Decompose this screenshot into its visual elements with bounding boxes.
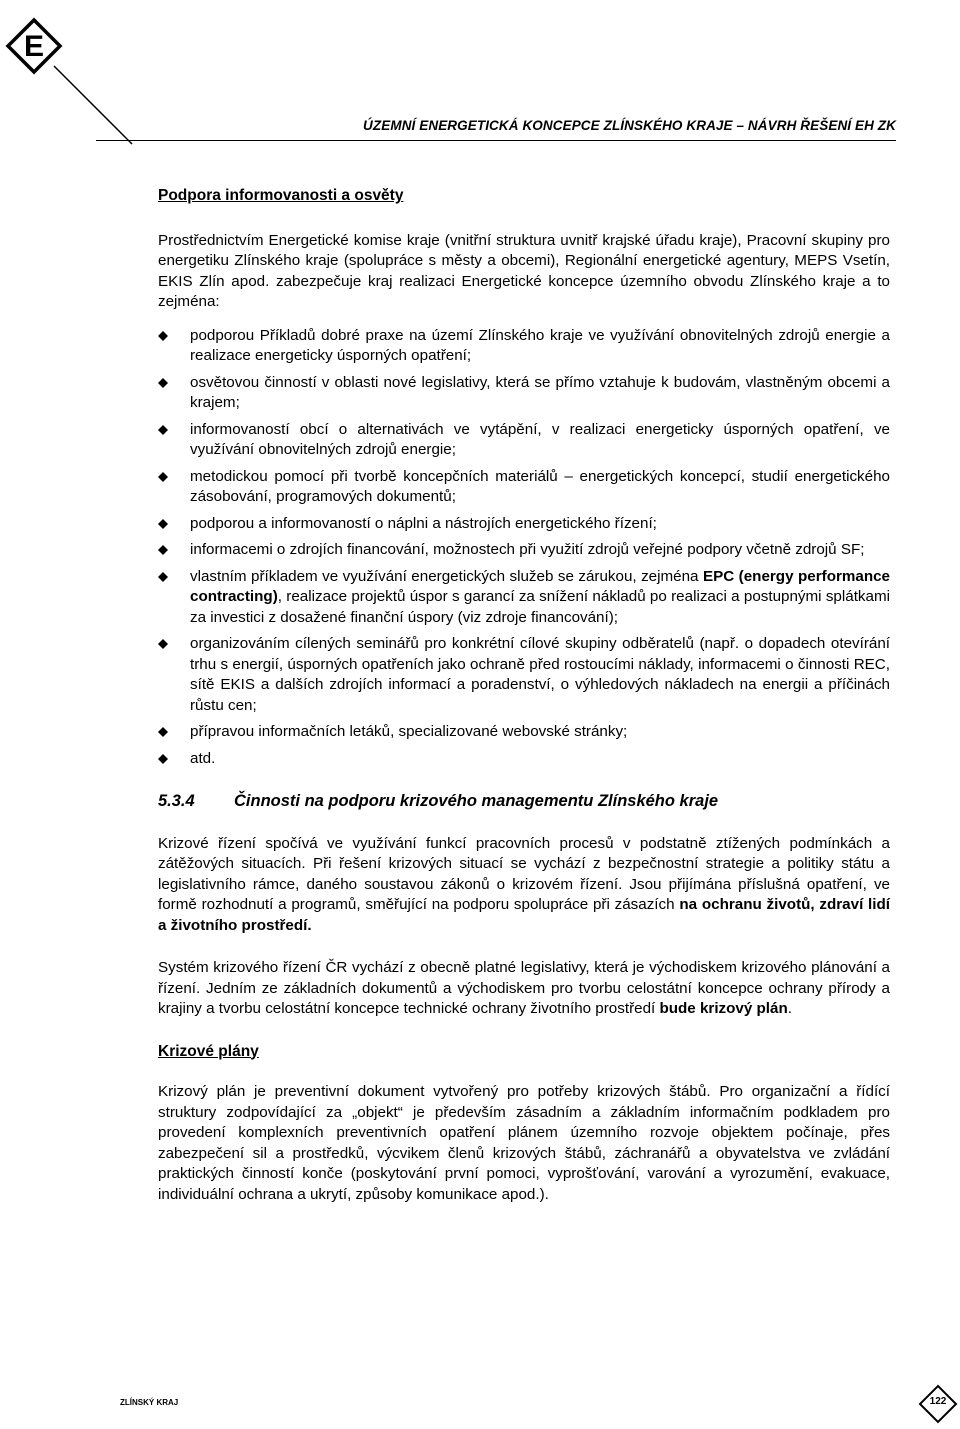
header-divider — [96, 140, 896, 141]
list-item: atd. — [158, 749, 890, 770]
footer-region: ZLÍNSKÝ KRAJ — [120, 1398, 179, 1407]
document-body — [158, 186, 890, 1205]
list-item: metodickou pomocí při tvorbě koncepčních materiálů – energetických koncepcí, studií energetického zásobování, programových dokumentů; — [158, 467, 890, 508]
krizove-plany-paragraph: Krizový plán je preventivní dokument vytvořený pro potřeby krizových štábů. Pro organizační a řídící struktury zodpovídající za „objekt“ je především zásadním a základním informačním podkladem pro provedení komplexních preventivních opatření plánem územního rozvoje objektem počínaje, přes zabezpečení sil a prostředků, výcvikem členů krizových štábů, záchranářů a obyvatelstva ve zvládání praktických činností konče (poskytování první pomoci, vyprošťování, varování a vyrozumění, evakuace, individuální ochrana a ukrytí, způsoby komunikace apod.). — [158, 1083, 890, 1203]
section-title-text: Činnosti na podporu krizového managementu Zlínského kraje — [234, 792, 719, 810]
podpora-intro: Prostřednictvím Energetické komise kraje (vnitřní struktura uvnitř krajské úřadu kraje), Pracovní skupiny pro energetiku Zlínského kraje (spolupráce s městy a obcemi), Regionální energetické agentury, MEPS Vsetín, EKIS Zlín apod. zabezpečuje kraj realizaci Energetické koncepce územního obvodu Zlínského kraje a to zejména: — [158, 231, 890, 310]
list-item: organizováním cílených seminářů pro konkrétní cílové skupiny odběratelů (např. o dopadech otevírání trhu s energií, úsporných opatřeních jako ochraně před rostoucími náklady, informacemi o činnosti REC, sítě EKIS a dalších zdrojích informací a poradenství, o výhledových nákladech na energii a příčinách růstu cen; — [158, 634, 890, 716]
section-number: 5.3.4 — [158, 792, 195, 810]
podpora-list — [158, 326, 890, 770]
diamond-e-logo-icon — [4, 8, 144, 148]
svg-text:E: E — [23, 30, 45, 63]
system-krizoveho-rizeni-paragraph: Systém krizového řízení ČR vychází z obecně platné legislativy, která je východiskem krizového plánování a řízení. Jedním ze základních dokumentů a východiskem pro tvorbu celostátní koncepce ochrany přírody a krajiny a tvorbu celostátní koncepce technické ochrany životního prostředí bude krizový plán. — [158, 959, 890, 1017]
list-item: osvětovou činností v oblasti nové legislativy, která se přímo vztahuje k budovám, vlastněným obcemi a krajem; — [158, 373, 890, 414]
page-number: 122 — [929, 1396, 947, 1407]
list-item: informovaností obcí o alternativách ve vytápění, v realizaci energeticky úsporných opatření, ve využívání obnovitelných zdrojů energie; — [158, 420, 890, 461]
section-title-534 — [158, 791, 890, 812]
diamond-bullet-icon — [158, 639, 168, 649]
diamond-bullet-icon — [158, 519, 168, 529]
diamond-bullet-icon — [158, 754, 168, 764]
diamond-bullet-icon — [158, 425, 168, 435]
diamond-bullet-icon — [158, 545, 168, 555]
list-item: informacemi o zdrojích financování, možnostech při využití zdrojů veřejné podpory včetně zdrojů SF; — [158, 540, 890, 561]
list-item: přípravou informačních letáků, specializované webovské stránky; — [158, 722, 890, 743]
diamond-bullet-icon — [158, 472, 168, 482]
epc-bold: EPC (energy performance contracting) — [190, 567, 891, 605]
diamond-bullet-icon — [158, 378, 168, 388]
header-title: ÚZEMNÍ ENERGETICKÁ KONCEPCE ZLÍNSKÉHO KRAJE – NÁVRH ŘEŠENÍ EH ZK — [363, 118, 896, 133]
list-item: vlastním příkladem ve využívání energetických služeb se zárukou, zejména EPC (energy performance contracting), realizace projektů úspor s garancí za snížení nákladů po realizaci a postupnými splátkami za investici z dosažené finanční úspory (viz zdroje financování); — [158, 567, 890, 629]
heading-podpora: Podpora informovanosti a osvěty — [158, 187, 404, 204]
krizove-rizeni-paragraph: Krizové řízení spočívá ve využívání funkcí pracovních procesů v podstatně ztížených podmínkách a zátěžových situacích. Při řešení krizových situací se vychází z bezpečnostní strategie a politiky státu a legislativního rámce, daného soustavou zákonů o krizovém řízení. Jsou přijímána příslušná opatření, ve formě rozhodnutí a programů, směřující na podporu spolupráce při zásazích na ochranu životů, zdraví lidí a životního prostředí. — [158, 834, 890, 934]
diamond-bullet-icon — [158, 331, 168, 341]
diamond-bullet-icon — [158, 727, 168, 737]
list-item: podporou a informovaností o náplni a nástrojích energetického řízení; — [158, 514, 890, 535]
list-item: podporou Příkladů dobré praxe na území Zlínského kraje ve využívání obnovitelných zdrojů energie a realizace energeticky úsporných opatření; — [158, 326, 890, 367]
page-number-badge — [918, 1384, 958, 1424]
diamond-bullet-icon — [158, 572, 168, 582]
heading-krizove-plany: Krizové plány — [158, 1042, 259, 1060]
